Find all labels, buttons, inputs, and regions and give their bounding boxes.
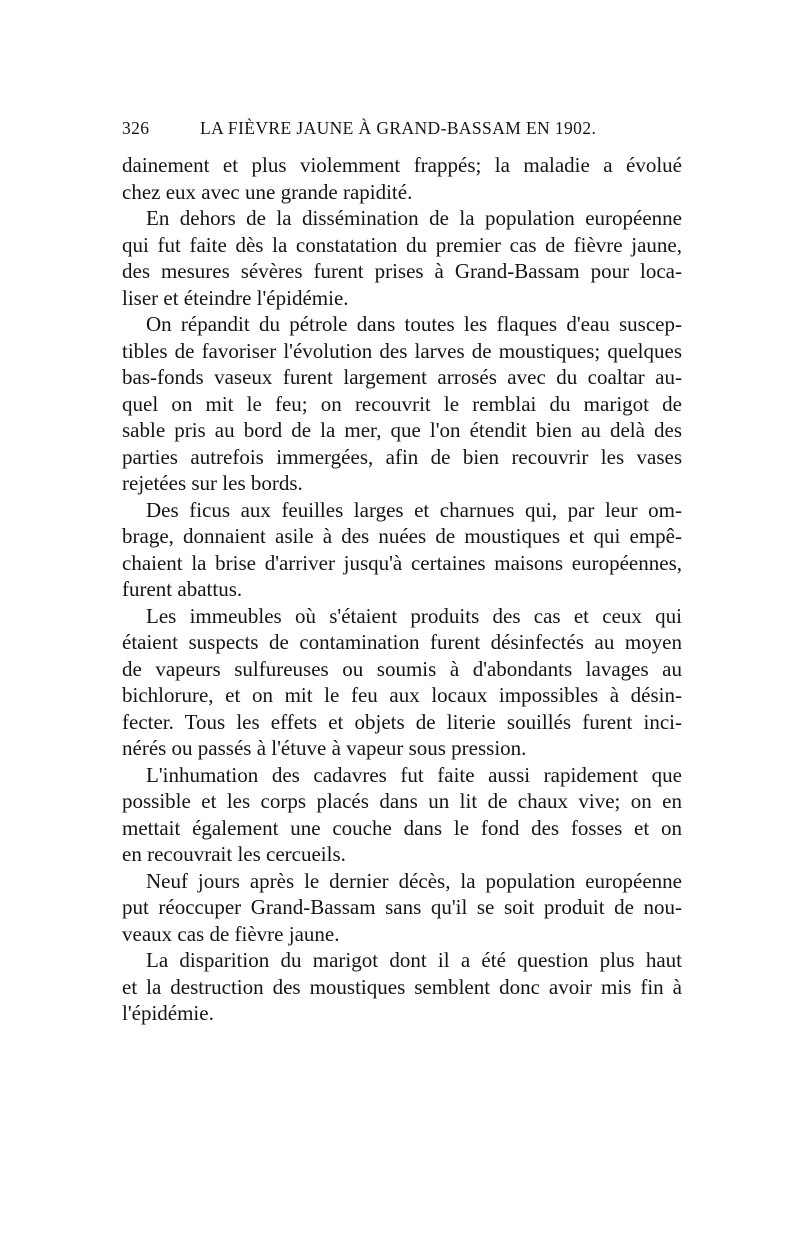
text-line: liser et éteindre l'épidémie. (122, 285, 349, 310)
text-line: rejetées sur les bords. (122, 471, 303, 495)
page-number: 326 (122, 118, 150, 138)
paragraph (122, 497, 682, 603)
text-line: possible et les corps placés dans un lit de chaux vive; on en (122, 789, 682, 813)
text-line: fecter. Tous les effets et objets de literie souillés furent inci- (122, 709, 682, 734)
text-line: parties autrefois immergées, afin de bien recouvrir les vases (122, 444, 682, 469)
paragraph (122, 152, 682, 205)
text-line: et la destruction des moustiques semblent donc avoir mis fin à (122, 974, 682, 999)
text-line: En dehors de la dissémination de la population européenne (146, 206, 682, 230)
text-line: L'inhumation des cadavres fut faite aussi rapidement que (146, 762, 682, 787)
text-line: nérés ou passés à l'étuve à vapeur sous pression. (122, 736, 527, 760)
text-line: chez eux avec une grande rapidité. (122, 179, 413, 204)
text-line: de vapeurs sulfureuses ou soumis à d'abondants lavages au (122, 656, 682, 681)
text-line: On répandit du pétrole dans toutes les flaques d'eau suscep- (146, 312, 682, 336)
text-line: mettait également une couche dans le fond des fosses et on (122, 815, 682, 840)
paragraph (122, 205, 682, 311)
paragraph (122, 311, 682, 497)
text-line: Des ficus aux feuilles larges et charnues qui, par leur om- (146, 497, 682, 522)
paragraph (122, 947, 682, 1027)
text-line: quel on mit le feu; on recouvrit le remblai du marigot de (122, 391, 682, 416)
text-line: bas-fonds vaseux furent largement arrosés avec du coaltar au- (122, 365, 682, 389)
text-line: bichlorure, et on mit le feu aux locaux impossibles à désin- (122, 683, 682, 707)
paragraph (122, 868, 682, 948)
text-line: La disparition du marigot dont il a été question plus haut (146, 948, 682, 972)
text-line: en recouvrait les cercueils. (122, 842, 346, 866)
text-line: brage, donnaient asile à des nuées de moustiques et qui empê- (122, 524, 682, 548)
text-line: des mesures sévères furent prises à Grand-Bassam pour loca- (122, 259, 682, 283)
text-line: veaux cas de fièvre jaune. (122, 921, 340, 946)
text-line: l'épidémie. (122, 1001, 214, 1025)
paragraph (122, 762, 682, 868)
body-text (122, 152, 682, 1027)
running-title: LA FIÈVRE JAUNE À GRAND-BASSAM EN 1902. (200, 118, 597, 138)
text-line: chaient la brise d'arriver jusqu'à certaines maisons européennes, (122, 550, 682, 575)
text-line: qui fut faite dès la constatation du premier cas de fièvre jaune, (122, 232, 682, 257)
text-line: dainement et plus violemment frappés; la maladie a évolué (122, 153, 682, 177)
text-line: tibles de favoriser l'évolution des larves de moustiques; quelques (122, 338, 682, 363)
running-head (122, 118, 682, 152)
text-line: furent abattus. (122, 577, 243, 601)
book-page (122, 118, 682, 1027)
paragraph (122, 603, 682, 762)
text-line: étaient suspects de contamination furent désinfectés au moyen (122, 630, 682, 654)
text-line: sable pris au bord de la mer, que l'on étendit bien au delà des (122, 418, 682, 442)
text-line: Neuf jours après le dernier décès, la population européenne (146, 868, 682, 893)
text-line: Les immeubles où s'étaient produits des cas et ceux qui (146, 603, 682, 628)
text-line: put réoccuper Grand-Bassam sans qu'il se soit produit de nou- (122, 895, 682, 919)
